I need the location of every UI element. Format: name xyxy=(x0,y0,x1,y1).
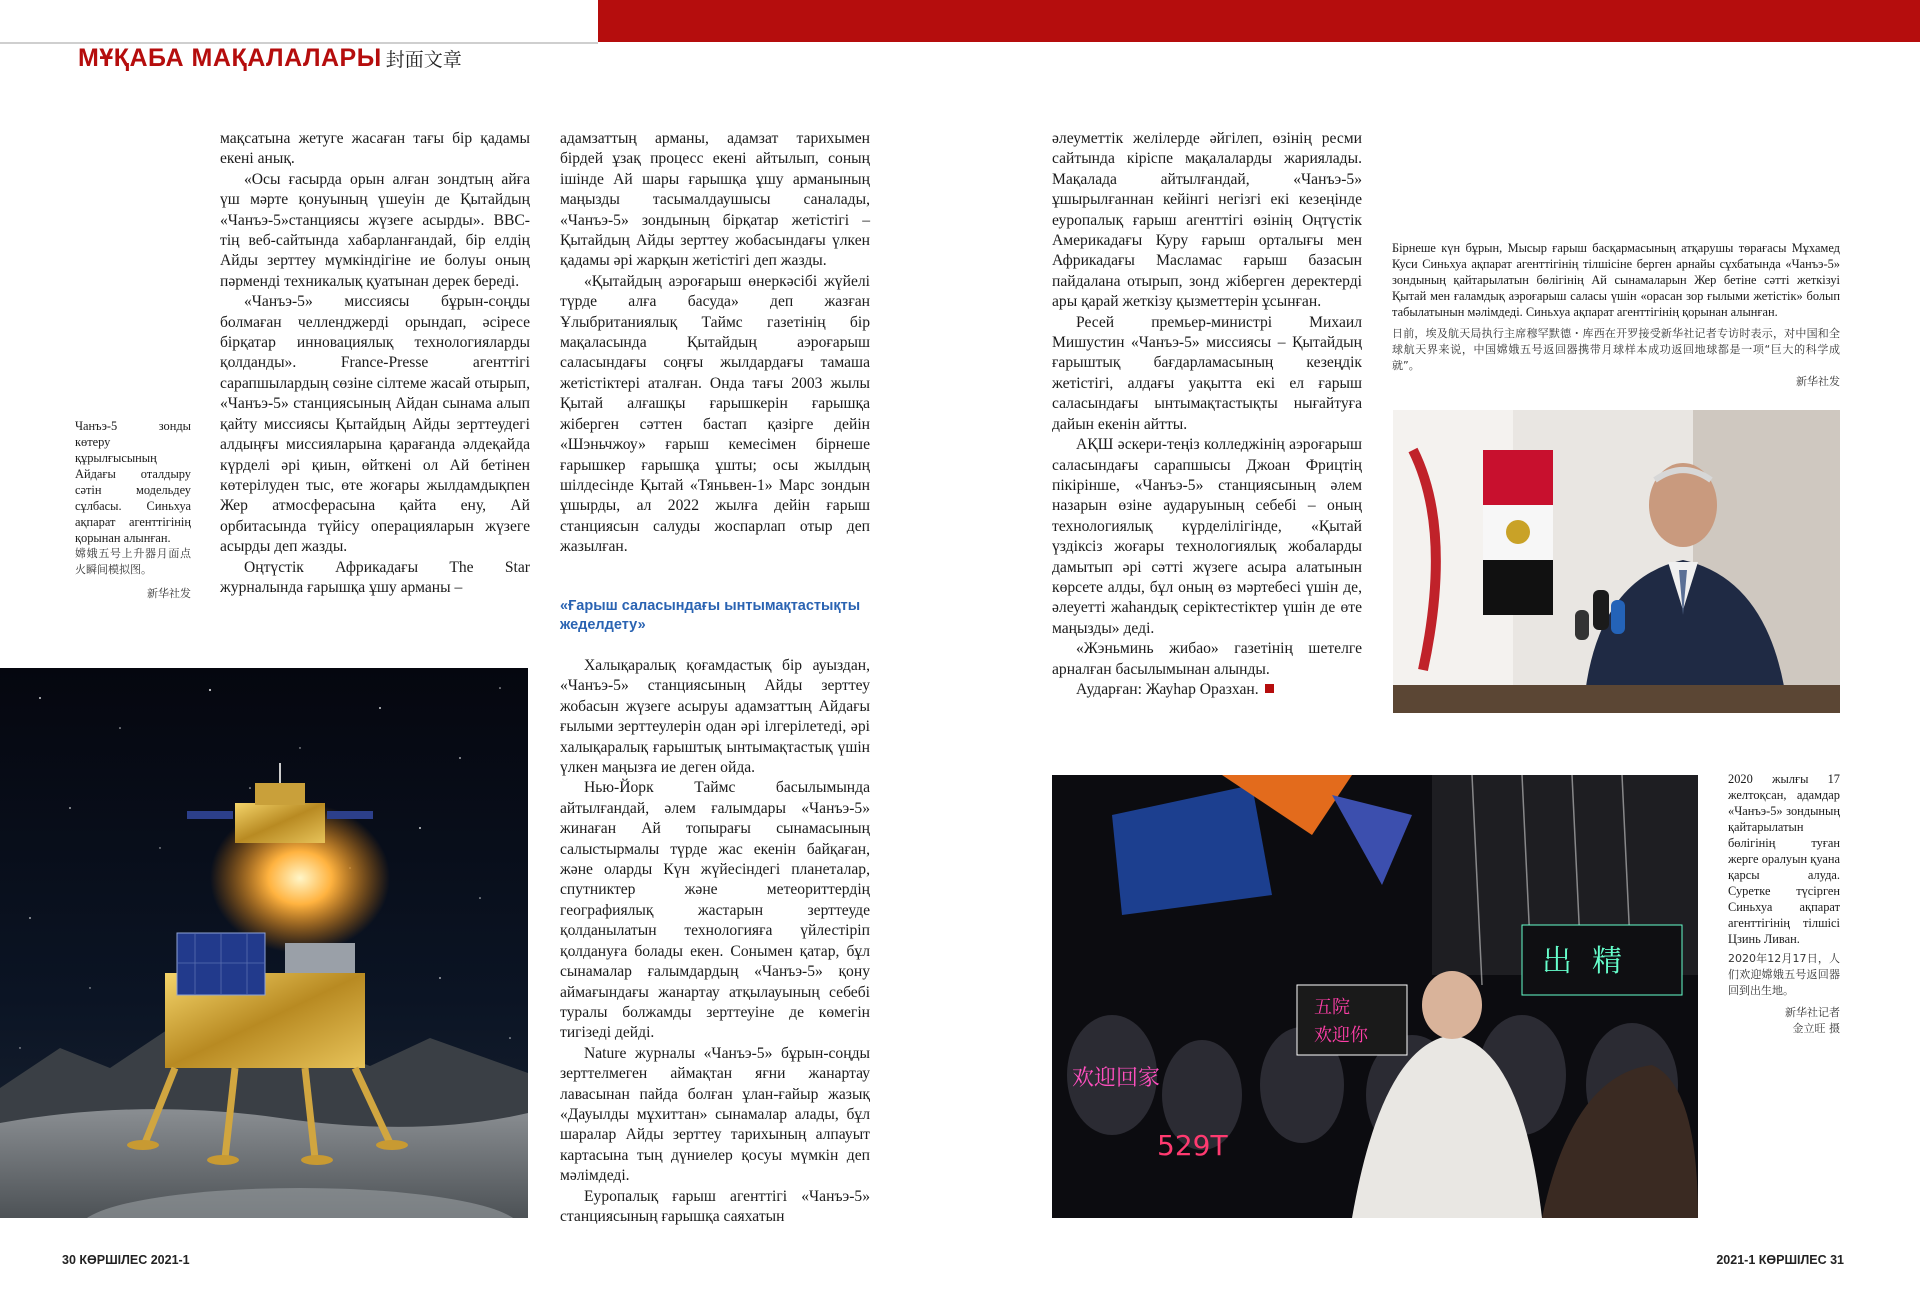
paragraph: Nature журналы «Чанъэ-5» бұрын-соңды зерттелмеген аймақтан яғни жанартау лавасынан пайда болған ұлан-ғайыр жазық «Дауылды мұхиттан» сынамалар алады, бұл шаралар Айды зерттеу тарихының алпауыт картасына тың дүниелер қосуы мүмкін деп мәлімдеді. xyxy=(560,1044,870,1185)
paragraph: АҚШ әскери-теңіз колледжінің аэроғарыш саласындағы сарапшысы Джоан Фрицтің пікірінше, «Чанъэ-5» станциясының әлем назарын өзіне аударуының себебі – оның технологиялық күрделілігінде, «Қытай үздіксіз жоғары технологиялық жобаларды дамытып әрі сәтті жүзеге асыра алатынын көрсете алды, бұл оның өз мәртебесі үшін де, әлеуетті жаһандық серіктестіктер үшін де өте маңызды» деді. xyxy=(1052,436,1362,637)
neon-sign-text: 欢迎回家 xyxy=(1072,1066,1161,1091)
caption-crowd-kz: 2020 жылғы 17 желтоқсан, адамдар «Чанъэ-5» зондының қайтарылатын бөлігінің туған жерге оралуын қуана қарсы алуда. Суретке түсірген Синьхуа ақпарат агенттігінің тілшісі Цзинь Ливан. xyxy=(1728,772,1840,946)
paragraph: Нью-Йорк Таймс басылымында айтылғандай, әлем ғалымдары «Чанъэ-5» жинаған Ай топырағы сынамасының салыстырмалы түрде жас екенін байқаған, және оларды Күн жүйесіндегі планеталар, спутниктер және метеориттердің географиялық жастарын зерттеуде қолданылатын технологияға үйлестіріп қолдануға болады екен. Сонымен қатар, бұл сынамалар ғалымдардың «Чанъэ-5» қону аймағындағы жанартау атқылауының себебі туралы болжамды зерттеуіне де көмегін тигізеді дейді. xyxy=(560,779,870,1042)
crowd-photo xyxy=(1052,775,1698,1218)
end-mark-icon xyxy=(1265,684,1274,693)
official-photo xyxy=(1393,410,1840,713)
article-column-2 xyxy=(560,129,870,558)
folio-right: 2021-1 КӨРШІЛЕС 31 xyxy=(1716,1253,1844,1267)
caption-lander xyxy=(75,418,191,602)
caption-official-cn: 日前，埃及航天局执行主席穆罕默德・库西在开罗接受新华社记者专访时表示，对中国和全球航天界来说，中国嫦娥五号返回器携带月球样本成功返回地球都是一项“巨大的科学成就”。 xyxy=(1392,327,1840,372)
lander-illustration xyxy=(0,668,528,1218)
caption-crowd-cn: 2020年12月17日，人们欢迎嫦娥五号返回器回到出生地。 xyxy=(1728,952,1840,997)
neon-sign-text: 精 xyxy=(1592,944,1622,979)
paragraph: әлеуметтік желілерде әйгілеп, өзінің ресми сайтында кіріспе мақалаларды жариялады. Мақалада айтылғандай, «Чанъэ-5» ұшырылғаннан кейінгі негізгі екі кезеңінде еуропалық ғарыш агенттігі өзінің Оңтүстік Америкадағы Куру ғарыш орталығы мен Африкадағы Масламаc ғарыш базасын пайдалана отырып, зонд жіберген деректерді ары қарай жеткізу қызметтерін ұсынған. xyxy=(1052,130,1362,311)
caption-crowd xyxy=(1728,771,1840,1037)
official-interview-illustration xyxy=(1393,410,1840,713)
caption-official xyxy=(1392,240,1840,390)
paragraph: Еуропалық ғарыш агенттігі «Чанъэ-5» станциясының ғарышқа саяхатын xyxy=(560,1187,870,1225)
paragraph: «Жэньминь жибао» газетінің шетелге арналған басылымынан алынды. xyxy=(1052,640,1362,678)
neon-sign-text: 欢迎你 xyxy=(1314,1025,1368,1046)
article-column-2-continued xyxy=(560,656,870,1227)
caption-lander-cn: 嫦娥五号上升器月面点火瞬间模拟图。 xyxy=(75,547,191,576)
paragraph: мақсатына жетуге жасаған тағы бір қадамы екені анық. xyxy=(220,130,530,168)
article-column-3 xyxy=(1052,129,1362,700)
paragraph: «Осы ғасырда орын алған зондтың айға үш мәрте қонуының үшеуін де Қытайдың «Чанъэ-5»станциясы жүзеге асырды». BBC-тің веб-сайтында хабарланғандай, бір елдің Айды зерттеу мүмкіндігіне ие болуы оның пәрменді техникалық қуатынан дерек береді. xyxy=(220,170,530,290)
caption-lander-credit: 新华社发 xyxy=(147,587,191,600)
folio-left: 30 КӨРШІЛЕС 2021-1 xyxy=(62,1253,190,1267)
article-column-1 xyxy=(220,129,530,598)
translator-text: Аударған: Жауһар Оразхан. xyxy=(1076,680,1259,698)
section-header xyxy=(78,44,462,78)
article-subheading: «Ғарыш саласындағы ынтымақтастықты жеделдету» xyxy=(560,598,861,633)
paragraph: «Чанъэ-5» миссиясы бұрын-соңды болмаған челленджерді орындап, әсіресе бірқатар инновациялық технологияларды қолданды». France-Presse агенттігі сарапшылардың сөзіне сілтеме жасай отырып, «Чанъэ-5» станциясының Айдан сынама алып қайту миссиясы Қытайдың Айды зерттеудегі алдыңғы миссияларына қарағанда әлдеқайда күрделі әрі қиын, өйткені ол Ай бетінен көтерілуден тыс, өте жоғары жылдамдықпен Жер атмосферасына қайта ену, Ай орбитасында түйісу операцияларын жүзеге асырды деп жазды. xyxy=(220,293,530,556)
top-red-bar xyxy=(598,0,1920,42)
neon-sign-text: 出 xyxy=(1542,944,1572,979)
paragraph: «Қытайдың аэроғарыш өнеркәсібі жүйелі түрде алға басуда» деп жазған Ұлыбританиялық Таймс газетінің бір мақаласында Қытайдың аэроғарыш саласындағы соңғы жылдардағы тамаша жетістіктері аталған. Онда тағы 2003 жылы Қытай алғашқы ғарышкерін ғарышқа жіберген сәттен бастап қазірге дейін «Шэньчжоу» ғарыш кемесімен бірнеше ғарышкер ғарышқа ұшты; осы жылдың шілдесінде Қытай «Тяньвен-1» Марс зондын ұшырды, ал 2022 жылға дейін ғарыш станциясын салуды жоспарлап отыр деп жазылған. xyxy=(560,272,870,556)
paragraph: Ресей премьер-министрі Михаил Мишустин «Чанъэ-5» миссиясы – Қытайдың ғарыштық бағдарламасының кезеңдік жетістігі, алдағы уақытта екі ел ғарыш саласындағы ынтымақтастықты нығайтуға дайын екенін айтты. xyxy=(1052,313,1362,433)
section-title-kz: МҰҚАБА МАҚАЛАЛАРЫ xyxy=(78,44,382,72)
neon-sign-text: 529T xyxy=(1157,1129,1228,1162)
crowd-welcome-illustration xyxy=(1052,775,1698,1218)
paragraph: Оңтүстік Африкадағы The Star журналында ғарышқа ұшу арманы – xyxy=(220,558,530,596)
caption-official-kz: Бірнеше күн бұрын, Мысыр ғарыш басқармасының атқарушы төрағасы Мұхамед Куси Синьхуа ақпарат агенттігінің тілшісіне берген арнайы сұхбатында «Чанъэ-5» зондының қайтарылатын бөлігінің Ай сынамаларын Жер бетіне сәтті жеткізуі Қытай мен ғаламдық аэроғарыш саласы үшін «орасан зор ғылыми жетістік» болып табылатынын мәлімдеді. Синьхуа ақпарат агенттігінің қорынан алынған. xyxy=(1392,241,1840,319)
caption-crowd-credit2: 金立旺 摄 xyxy=(1792,1022,1840,1035)
caption-crowd-credit1: 新华社记者 xyxy=(1785,1006,1840,1019)
neon-sign-text: 五院 xyxy=(1314,997,1350,1018)
translator-credit xyxy=(1052,680,1362,700)
lander-photo xyxy=(0,668,528,1218)
paragraph: адамзаттың арманы, адамзат тарихымен бірдей ұзақ процесс екені айтылып, соның ішінде Ай шары ғарышқа ұшу арманының маңызды тасымалдаушысы саналады, «Чанъэ-5» зондының бірқатар жетістігі – Қытайдың Айды зерттеу жобасындағы үлкен қадамы әрі жарқын жетістігі деп жазды. xyxy=(560,130,870,270)
caption-official-credit: 新华社发 xyxy=(1796,375,1840,388)
section-title-cn: 封面文章 xyxy=(385,49,462,71)
caption-lander-kz: Чанъэ-5 зонды көтеру құрылғысының Айдағы оталдыру сәтін модельдеу сұлбасы. Синьхуа ақпарат агенттігінің қорынан алынған. xyxy=(75,419,191,545)
paragraph: Халықаралық қоғамдастық бір ауыздан, «Чанъэ-5» станциясының Айды зерттеу жобасын жүзеге асыруы адамзаттың Айдағы ғылыми зерттеулерін одан әрі ілгерілетеді, әрі халықаралық ғарыштық ынтымақтастық үшін үлкен маңызға ие деген ойда. xyxy=(560,657,870,777)
